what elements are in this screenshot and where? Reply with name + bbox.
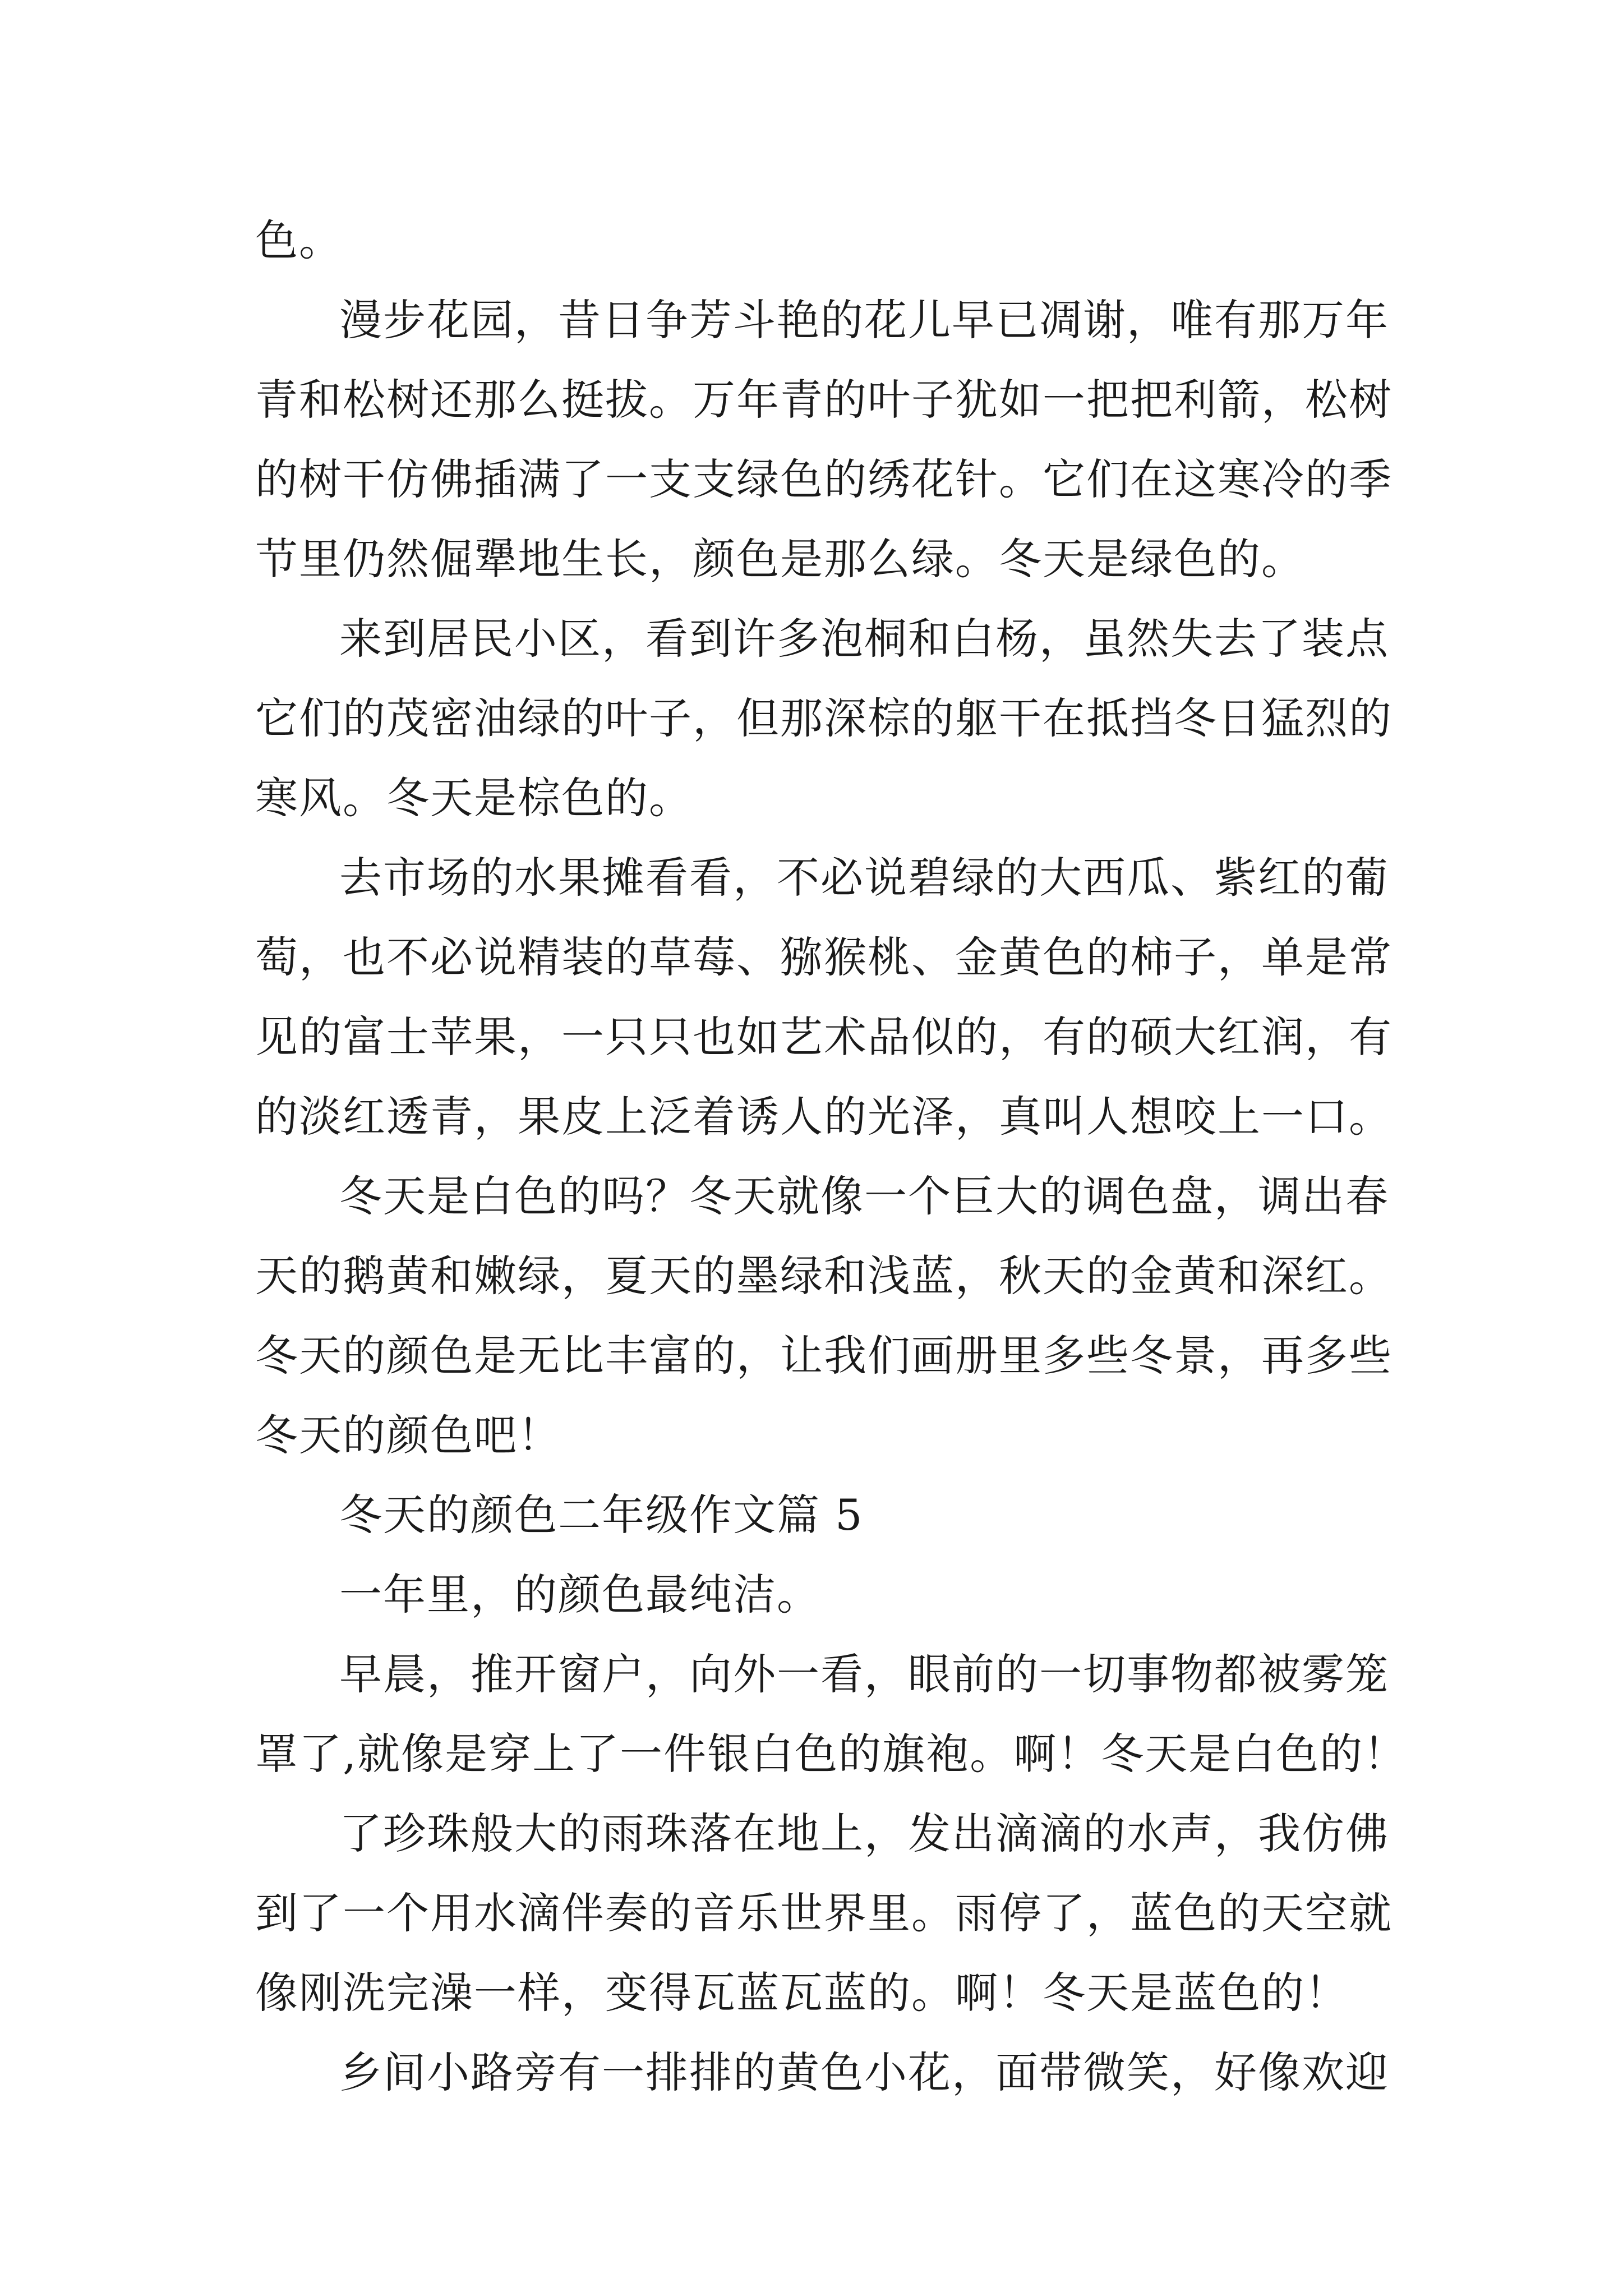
text-line: 天的鹅黄和嫩绿，夏天的墨绿和浅蓝，秋天的金黄和深红。 xyxy=(255,1251,1393,1301)
paragraph-start-line: 冬天是白色的吗？冬天就像一个巨大的调色盘，调出春 xyxy=(339,1171,1389,1221)
text-line: 青和松树还那么挺拔。万年青的叶子犹如一把把利箭，松树 xyxy=(255,375,1393,425)
paragraph-start-line: 来到居民小区，看到许多泡桐和白杨，虽然失去了装点 xyxy=(339,614,1389,664)
text-line: 像刚洗完澡一样，变得瓦蓝瓦蓝的。啊！冬天是蓝色的！ xyxy=(255,1968,1349,2018)
text-line: 寒风。冬天是棕色的。 xyxy=(255,773,693,823)
text-line: 冬天的颜色吧！ xyxy=(255,1410,561,1460)
text-line: 冬天的颜色是无比丰富的，让我们画册里多些冬景，再多些 xyxy=(255,1331,1393,1381)
text-line: 萄，也不必说精装的草莓、猕猴桃、金黄色的柿子，单是常 xyxy=(255,932,1393,982)
text-line: 见的富士苹果，一只只也如艺术品似的，有的硕大红润，有 xyxy=(255,1012,1393,1062)
text-line: 的树干仿佛插满了一支支绿色的绣花针。它们在这寒冷的季 xyxy=(255,454,1393,504)
paragraph-start-line: 乡间小路旁有一排排的黄色小花，面带微笑，好像欢迎 xyxy=(339,2047,1389,2097)
paragraph-start-line: 了珍珠般大的雨珠落在地上，发出滴滴的水声，我仿佛 xyxy=(339,1809,1389,1858)
text-line: 它们的茂密油绿的叶子，但那深棕的躯干在抵挡冬日猛烈的 xyxy=(255,693,1393,743)
text-line: 色。 xyxy=(255,215,343,265)
paragraph-start-line: 去市场的水果摊看看，不必说碧绿的大西瓜、紫红的葡 xyxy=(339,853,1389,903)
text-line: 罩了,就像是穿上了一件银白色的旗袍。啊！冬天是白色的！ xyxy=(255,1729,1408,1779)
paragraph-start-line: 早晨，推开窗户，向外一看，眼前的一切事物都被雾笼 xyxy=(339,1649,1389,1699)
paragraph-start-line: 漫步花园，昔日争芳斗艳的花儿早已凋谢，唯有那万年 xyxy=(339,295,1389,345)
text-line: 节里仍然倔犟地生长，颜色是那么绿。冬天是绿色的。 xyxy=(255,534,1305,584)
section-heading: 冬天的颜色二年级作文篇 5 xyxy=(339,1490,864,1540)
paragraph-start-line: 一年里，的颜色最纯洁。 xyxy=(339,1570,820,1619)
text-line: 的淡红透青，果皮上泛着诱人的光泽，真叫人想咬上一口。 xyxy=(255,1092,1393,1142)
text-line: 到了一个用水滴伴奏的音乐世界里。雨停了，蓝色的天空就 xyxy=(255,1888,1393,1938)
